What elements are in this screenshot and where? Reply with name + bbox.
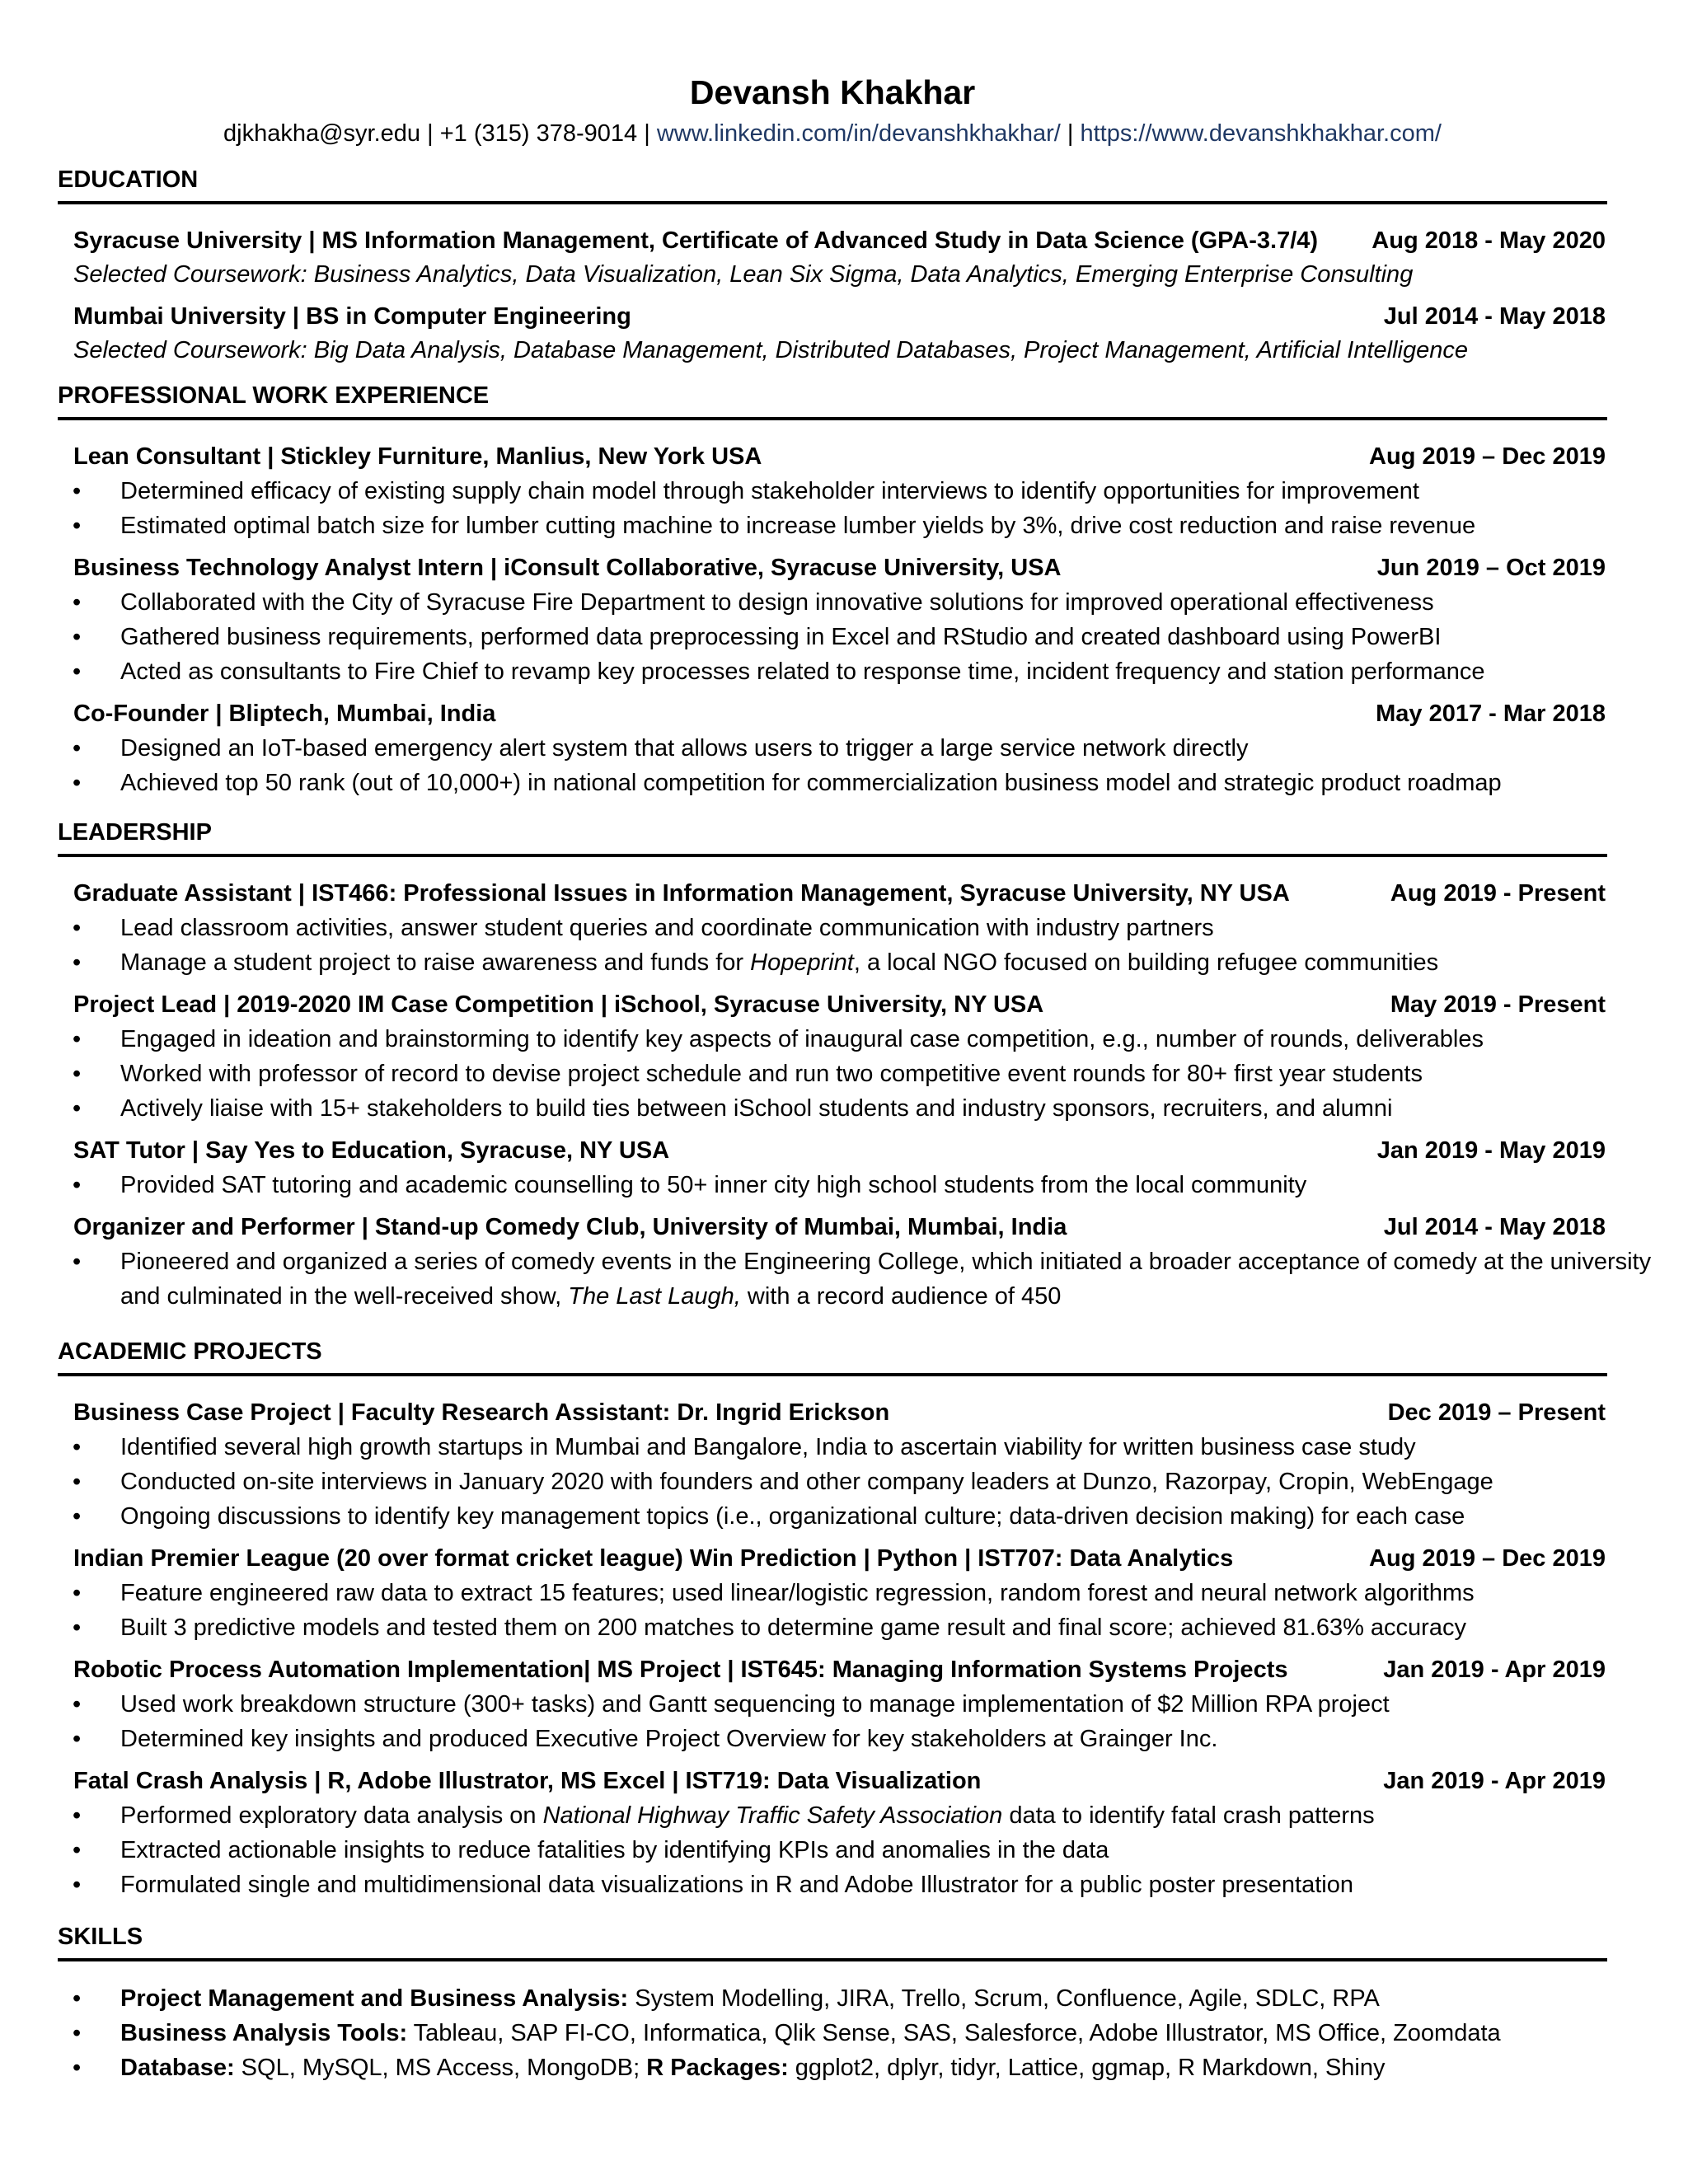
entry-dates: May 2017 - Mar 2018 <box>1376 701 1606 727</box>
entry-heading: Co-Founder | Bliptech, Mumbai, India <box>73 701 496 727</box>
bullet-list <box>58 1798 1607 1902</box>
list-item: • Achieved top 50 rank (out of 10,000+) in national competition for commercialization business model and strategic product roadmap <box>58 766 1607 800</box>
website-link[interactable]: https://www.devanshkhakhar.com/ <box>1080 120 1442 147</box>
entry-heading: Business Case Project | Faculty Research Assistant: Dr. Ingrid Erickson <box>73 1399 890 1426</box>
project-entry <box>73 1396 1606 1430</box>
entry-dates: Jul 2014 - May 2018 <box>1383 303 1606 330</box>
bullet-icon: • <box>73 1580 82 1606</box>
candidate-name: Devansh Khakhar <box>689 73 976 111</box>
section-divider <box>58 201 1607 204</box>
entry-heading: Business Technology Analyst Intern | iConsult Collaborative, Syracuse University, USA <box>73 555 1062 581</box>
bullet-icon: • <box>73 1172 82 1198</box>
leadership-section <box>58 816 1652 1314</box>
linkedin-link[interactable]: www.linkedin.com/in/devanshkhakhar/ <box>656 120 1061 147</box>
list-item: • Designed an IoT-based emergency alert system that allows users to trigger a large service network directly <box>58 731 1607 766</box>
bullet-icon: • <box>73 513 82 539</box>
bullet-icon: • <box>73 735 82 762</box>
entry-dates: Dec 2019 – Present <box>1387 1399 1606 1426</box>
skill-label: R Packages: <box>646 2055 789 2081</box>
list-item: • Database: SQL, MySQL, MS Access, MongoDB; R Packages: ggplot2, dplyr, tidyr, Lattice, ggmap, R Markdown, Shiny <box>58 2050 1607 2085</box>
separator: | <box>1060 120 1081 147</box>
bullet-list <box>58 1022 1607 1126</box>
bullet-list <box>58 1168 1607 1202</box>
bullet-icon: • <box>73 624 82 650</box>
entry-heading: Mumbai University | BS in Computer Engineering <box>73 303 631 330</box>
entry-heading: Syracuse University | MS Information Management, Certificate of Advanced Study in Data Science (GPA-3.7/4) <box>73 227 1319 254</box>
section-title: SKILLS <box>58 1924 143 1950</box>
email[interactable]: djkhakha@syr.edu <box>223 120 421 147</box>
section-divider <box>58 1373 1607 1376</box>
entry-dates: Aug 2019 - Present <box>1390 880 1606 907</box>
coursework: Selected Coursework: Big Data Analysis, Database Management, Distributed Databases, Project Management, Artificial Intelligence <box>73 337 1468 363</box>
list-item: • Business Analysis Tools: Tableau, SAP FI-CO, Informatica, Qlik Sense, SAS, Salesforce, Adobe Illustrator, MS Office, Zoomdata <box>58 2016 1607 2050</box>
bullet-icon: • <box>73 1726 82 1752</box>
section-divider <box>58 854 1607 857</box>
education-section <box>58 163 1607 368</box>
bullet-icon: • <box>73 770 82 796</box>
entry-dates: Jan 2019 - May 2019 <box>1376 1137 1606 1164</box>
contact-line <box>58 117 1607 150</box>
work-entry <box>73 697 1606 731</box>
entry-heading: Robotic Process Automation Implementation| MS Project | IST645: Managing Information Systems Projects <box>73 1657 1288 1683</box>
entry-dates: Jun 2019 – Oct 2019 <box>1376 555 1606 581</box>
list-item: • Manage a student project to raise awareness and funds for Hopeprint, a local NGO focused on building refugee communities <box>58 945 1607 980</box>
list-item: • Estimated optimal batch size for lumber cutting machine to increase lumber yields by 3%, drive cost reduction and raise revenue <box>58 509 1607 543</box>
phone: +1 (315) 378-9014 <box>439 120 638 147</box>
entry-dates: Aug 2018 - May 2020 <box>1372 227 1606 254</box>
bullet-icon: • <box>73 1691 82 1718</box>
entry-dates: Jul 2014 - May 2018 <box>1383 1214 1606 1240</box>
bullet-list <box>58 1576 1607 1645</box>
list-item: • Project Management and Business Analysis: System Modelling, JIRA, Trello, Scrum, Confluence, Agile, SDLC, RPA <box>58 1981 1607 2016</box>
project-entry <box>73 1653 1606 1687</box>
bullet-list <box>58 1244 1652 1314</box>
list-item: • Built 3 predictive models and tested them on 200 matches to determine game result and final score; achieved 81.63% accuracy <box>58 1610 1607 1645</box>
bullet-icon: • <box>73 1503 82 1530</box>
separator: | <box>420 120 440 147</box>
entry-heading: Indian Premier League (20 over format cricket league) Win Prediction | Python | IST707: Data Analytics <box>73 1545 1234 1572</box>
leadership-entry <box>73 877 1606 911</box>
leadership-entry <box>73 1134 1606 1168</box>
project-entry <box>73 1542 1606 1576</box>
bullet-icon: • <box>73 1469 82 1495</box>
list-item: • Lead classroom activities, answer student queries and coordinate communication with industry partners <box>58 911 1607 945</box>
list-item: • Worked with professor of record to devise project schedule and run two competitive event rounds for 80+ first year students <box>58 1057 1607 1091</box>
list-item: • Pioneered and organized a series of comedy events in the Engineering College, which initiated a broader acceptance of comedy at the university and culminated in the well-received show, The Last Laugh, with a record audience of 450 <box>58 1244 1653 1314</box>
bullet-icon: • <box>73 2055 82 2081</box>
bullet-icon: • <box>73 1802 82 1829</box>
entry-heading: Organizer and Performer | Stand-up Comedy Club, University of Mumbai, Mumbai, India <box>73 1214 1067 1240</box>
skill-label: Business Analysis Tools: <box>120 2020 408 2046</box>
coursework: Selected Coursework: Business Analytics, Data Visualization, Lean Six Sigma, Data Analytics, Emerging Enterprise Consulting <box>73 261 1414 288</box>
list-item: • Ongoing discussions to identify key management topics (i.e., organizational culture; data-driven decision making) for each case <box>58 1499 1607 1534</box>
bullet-icon: • <box>73 915 82 941</box>
bullet-list <box>58 911 1607 980</box>
list-item: • Performed exploratory data analysis on National Highway Traffic Safety Association data to identify fatal crash patterns <box>58 1798 1607 1833</box>
entry-heading: Lean Consultant | Stickley Furniture, Manlius, New York USA <box>73 443 762 470</box>
bullet-icon: • <box>73 1249 82 1275</box>
entry-dates: Jan 2019 - Apr 2019 <box>1383 1768 1606 1794</box>
list-item: • Determined key insights and produced Executive Project Overview for key stakeholders at Grainger Inc. <box>58 1722 1607 1756</box>
project-entry <box>73 1765 1606 1798</box>
skill-label: Database: <box>120 2055 235 2081</box>
section-title: LEADERSHIP <box>58 819 212 846</box>
list-item: • Determined efficacy of existing supply chain model through stakeholder interviews to identify opportunities for improvement <box>58 474 1607 509</box>
list-item: • Collaborated with the City of Syracuse Fire Department to design innovative solutions for improved operational effectiveness <box>58 585 1607 620</box>
entry-heading: Project Lead | 2019-2020 IM Case Competition | iSchool, Syracuse University, NY USA <box>73 991 1044 1018</box>
bullet-icon: • <box>73 1615 82 1641</box>
entry-heading: SAT Tutor | Say Yes to Education, Syracuse, NY USA <box>73 1137 670 1164</box>
education-entry <box>73 224 1606 292</box>
bullet-list <box>58 1430 1607 1534</box>
list-item: • Conducted on-site interviews in January 2020 with founders and other company leaders at Dunzo, Razorpay, Cropin, WebEngage <box>58 1465 1607 1499</box>
section-title: PROFESSIONAL WORK EXPERIENCE <box>58 382 490 409</box>
skills-list <box>58 1981 1607 2085</box>
entry-heading: Graduate Assistant | IST466: Professional Issues in Information Management, Syracuse University, NY USA <box>73 880 1290 907</box>
bullet-icon: • <box>73 1061 82 1087</box>
bullet-icon: • <box>73 949 82 976</box>
bullet-list <box>58 1687 1607 1756</box>
bullet-icon: • <box>73 1985 82 2012</box>
bullet-list <box>58 585 1607 689</box>
work-entry <box>73 440 1606 474</box>
leadership-entry <box>73 988 1606 1022</box>
work-entry <box>73 551 1606 585</box>
list-item: • Engaged in ideation and brainstorming to identify key aspects of inaugural case competition, e.g., number of rounds, deliverables <box>58 1022 1607 1057</box>
bullet-icon: • <box>73 1837 82 1863</box>
list-item: • Extracted actionable insights to reduce fatalities by identifying KPIs and anomalies in the data <box>58 1833 1607 1868</box>
bullet-icon: • <box>73 2020 82 2046</box>
section-divider <box>58 1958 1607 1961</box>
skills-section <box>58 1920 1607 2085</box>
bullet-icon: • <box>73 478 82 504</box>
list-item: • Provided SAT tutoring and academic counselling to 50+ inner city high school students from the local community <box>58 1168 1607 1202</box>
list-item: • Gathered business requirements, performed data preprocessing in Excel and RStudio and created dashboard using PowerBI <box>58 620 1607 654</box>
list-item: • Feature engineered raw data to extract 15 features; used linear/logistic regression, random forest and neural network algorithms <box>58 1576 1607 1610</box>
bullet-icon: • <box>73 1026 82 1052</box>
bullet-icon: • <box>73 1095 82 1122</box>
bullet-list <box>58 474 1607 543</box>
work-section <box>58 379 1607 800</box>
list-item: • Used work breakdown structure (300+ tasks) and Gantt sequencing to manage implementation of $2 Million RPA project <box>58 1687 1607 1722</box>
section-title: ACADEMIC PROJECTS <box>58 1338 322 1365</box>
list-item: • Formulated single and multidimensional data visualizations in R and Adobe Illustrator for a public poster presentation <box>58 1868 1607 1902</box>
bullet-icon: • <box>73 658 82 685</box>
entry-dates: Jan 2019 - Apr 2019 <box>1383 1657 1606 1683</box>
list-item: • Acted as consultants to Fire Chief to revamp key processes related to response time, incident frequency and station performance <box>58 654 1607 689</box>
section-title: EDUCATION <box>58 166 199 193</box>
education-entry <box>73 300 1606 368</box>
entry-heading: Fatal Crash Analysis | R, Adobe Illustrator, MS Excel | IST719: Data Visualization <box>73 1768 982 1794</box>
bullet-icon: • <box>73 1434 82 1460</box>
skill-label: Project Management and Business Analysis: <box>120 1985 629 2012</box>
leadership-entry <box>73 1211 1606 1244</box>
entry-dates: Aug 2019 – Dec 2019 <box>1369 443 1606 470</box>
entry-dates: May 2019 - Present <box>1390 991 1606 1018</box>
bullet-list <box>58 731 1607 800</box>
section-divider <box>58 417 1607 420</box>
list-item: • Actively liaise with 15+ stakeholders to build ties between iSchool students and industry sponsors, recruiters, and alumni <box>58 1091 1607 1126</box>
projects-section <box>58 1335 1607 1902</box>
entry-dates: Aug 2019 – Dec 2019 <box>1369 1545 1606 1572</box>
bullet-icon: • <box>73 1872 82 1898</box>
list-item: • Identified several high growth startups in Mumbai and Bangalore, India to ascertain viability for written business case study <box>58 1430 1607 1465</box>
separator: | <box>637 120 657 147</box>
bullet-icon: • <box>73 589 82 616</box>
